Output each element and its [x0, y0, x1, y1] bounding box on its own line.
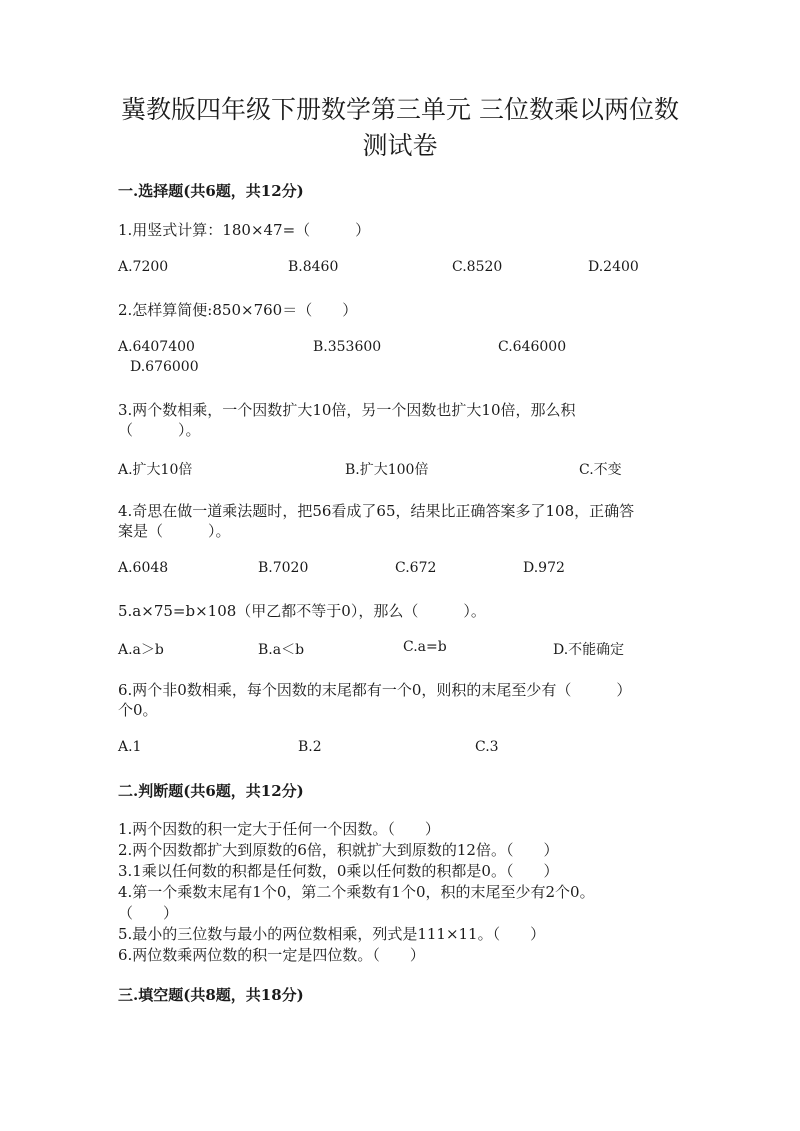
- question-4: 4.奇思在做一道乘法题时，把56看成了65，结果比正确答案多了108，正确答: [118, 502, 635, 520]
- judge-item-4-continued: （ ）: [118, 904, 179, 922]
- question-3-continued: （ ）。: [118, 421, 201, 439]
- section-heading-true-false: 二.判断题(共6题，共12分): [118, 782, 304, 800]
- q6-option-a: A.1: [118, 739, 142, 755]
- page-title-continued: 测试卷: [362, 131, 438, 160]
- q6-option-c: C.3: [475, 739, 499, 755]
- judge-item-3: 3.1乘以任何数的积都是任何数，0乘以任何数的积都是0。（ ）: [118, 862, 559, 880]
- judge-item-5: 5.最小的三位数与最小的两位数相乘，列式是111×11。（ ）: [118, 925, 546, 943]
- q3-option-a: A.扩大10倍: [118, 462, 193, 478]
- q1-option-c: C.8520: [452, 259, 503, 275]
- q5-option-b: B.a＜b: [258, 642, 305, 658]
- q6-option-b: B.2: [298, 739, 322, 755]
- q5-option-d: D.不能确定: [553, 642, 625, 658]
- q3-option-c: C.不变: [579, 462, 622, 478]
- question-6-continued: 个0。: [118, 701, 158, 719]
- page-title: 冀教版四年级下册数学第三单元 三位数乘以两位数: [121, 95, 679, 124]
- question-6: 6.两个非0数相乘，每个因数的末尾都有一个0，则积的末尾至少有（ ）: [118, 681, 632, 699]
- q2-option-b: B.353600: [313, 339, 382, 355]
- q4-option-b: B.7020: [258, 560, 309, 576]
- q2-option-a: A.6407400: [118, 339, 195, 355]
- judge-item-6: 6.两位数乘两位数的积一定是四位数。（ ）: [118, 946, 425, 964]
- question-5: 5.a×75=b×108（甲乙都不等于0），那么（ ）。: [118, 602, 486, 620]
- question-4-continued: 案是（ ）。: [118, 522, 231, 540]
- question-1: 1.用竖式计算：180×47=（ ）: [118, 221, 371, 239]
- q4-option-c: C.672: [395, 560, 437, 576]
- question-3: 3.两个数相乘，一个因数扩大10倍，另一个因数也扩大10倍，那么积: [118, 401, 576, 419]
- judge-item-4: 4.第一个乘数末尾有1个0，第二个乘数有1个0，积的末尾至少有2个0。: [118, 883, 595, 901]
- q3-option-b: B.扩大100倍: [345, 462, 429, 478]
- section-heading-choice: 一.选择题(共6题，共12分): [118, 182, 304, 200]
- q1-option-a: A.7200: [118, 259, 169, 275]
- section-heading-fill-in: 三.填空题(共8题，共18分): [118, 986, 304, 1004]
- q5-option-a: A.a＞b: [118, 642, 164, 658]
- q1-option-d: D.2400: [588, 259, 639, 275]
- q1-option-b: B.8460: [288, 259, 339, 275]
- judge-item-2: 2.两个因数都扩大到原数的6倍，积就扩大到原数的12倍。（ ）: [118, 841, 559, 859]
- q2-option-c: C.646000: [498, 339, 567, 355]
- q5-option-c: C.a=b: [403, 639, 447, 655]
- question-2: 2.怎样算简便:850×760＝（ ）: [118, 301, 358, 319]
- q4-option-a: A.6048: [118, 560, 169, 576]
- q4-option-d: D.972: [523, 560, 565, 576]
- q2-option-d: D.676000: [130, 359, 199, 375]
- judge-item-1: 1.两个因数的积一定大于任何一个因数。（ ）: [118, 820, 440, 838]
